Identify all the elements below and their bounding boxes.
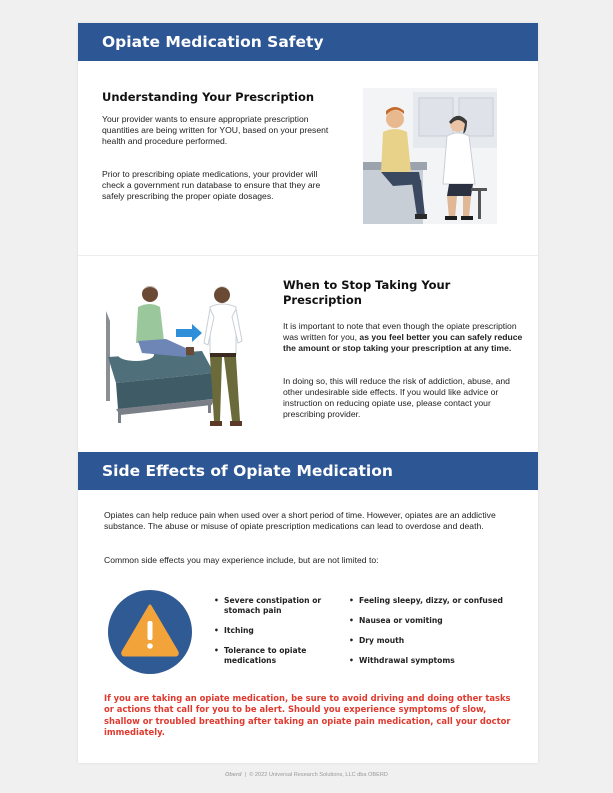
side-effect-item: • Severe constipation or stomach pain bbox=[224, 596, 334, 615]
doctor-patient-illustration bbox=[363, 88, 497, 224]
oberd-logo: Oberd bbox=[225, 772, 242, 778]
side-effect-item: • Withdrawal symptoms bbox=[359, 656, 519, 666]
paragraph-reduce-risk: In doing so, this will reduce the risk of addiction, abuse, and other undesirable side effects. If you would like advice or instruction on reducing opiate use, please contact your prescribing provider. bbox=[283, 376, 510, 419]
paragraph-provider-wants: Your provider wants to ensure appropriate prescription quantities are being written for YOU, based on your present health and procedure performed. bbox=[102, 114, 329, 146]
warning-text: If you are taking an opiate medication, be sure to avoid driving and doing other tasks or actions that call for you to be alert. Should you experience symptoms of slow, shallow or troubled breathing after taking an opiate pain medication, call your doctor immediately. bbox=[104, 693, 511, 737]
paragraph-common-side-effects: Common side effects you may experience include, but are not limited to: bbox=[104, 555, 379, 565]
patient-recovery-illustration bbox=[102, 281, 250, 433]
side-effect-item: • Itching bbox=[224, 626, 334, 636]
paragraph-feel-better-bold: as you feel better you can safely reduce the amount or stop taking your prescription at any time. bbox=[283, 332, 523, 353]
side-effect-item: • Nausea or vomiting bbox=[359, 616, 519, 626]
section-banner-side-effects: Side Effects of Opiate Medication bbox=[78, 452, 538, 490]
heading-understanding-prescription: Understanding Your Prescription bbox=[102, 90, 315, 104]
paragraph-feel-better bbox=[283, 321, 523, 354]
side-effect-item: • Dry mouth bbox=[359, 636, 519, 646]
paragraph-feel-better-plain: It is important to note that even though the opiate prescription was written for you, bbox=[283, 321, 517, 342]
paragraph-database-check: Prior to prescribing opiate medications, your provider will check a government run database to ensure that they are safely prescribing the proper opiate dosages. bbox=[102, 169, 321, 201]
side-effect-item: • Tolerance to opiate medications bbox=[224, 646, 334, 665]
document-page bbox=[78, 23, 538, 763]
footer-copyright: © 2022 Universal Research Solutions, LLC dba OBERD bbox=[249, 772, 388, 778]
paragraph-opiates-help: Opiates can help reduce pain when used over a short period of time. However, opiates are an addictive substance. The abuse or misuse of opiate prescription medications can lead to overdose and death. bbox=[104, 510, 496, 531]
warning-icon bbox=[107, 589, 193, 675]
footer bbox=[0, 772, 613, 778]
side-effect-item: • Feeling sleepy, dizzy, or confused bbox=[359, 596, 519, 606]
heading-when-to-stop: When to Stop Taking Your Prescription bbox=[283, 278, 451, 307]
section-divider bbox=[78, 255, 538, 256]
footer-separator: | bbox=[243, 772, 250, 778]
section-banner-opiate-safety: Opiate Medication Safety bbox=[78, 23, 538, 61]
